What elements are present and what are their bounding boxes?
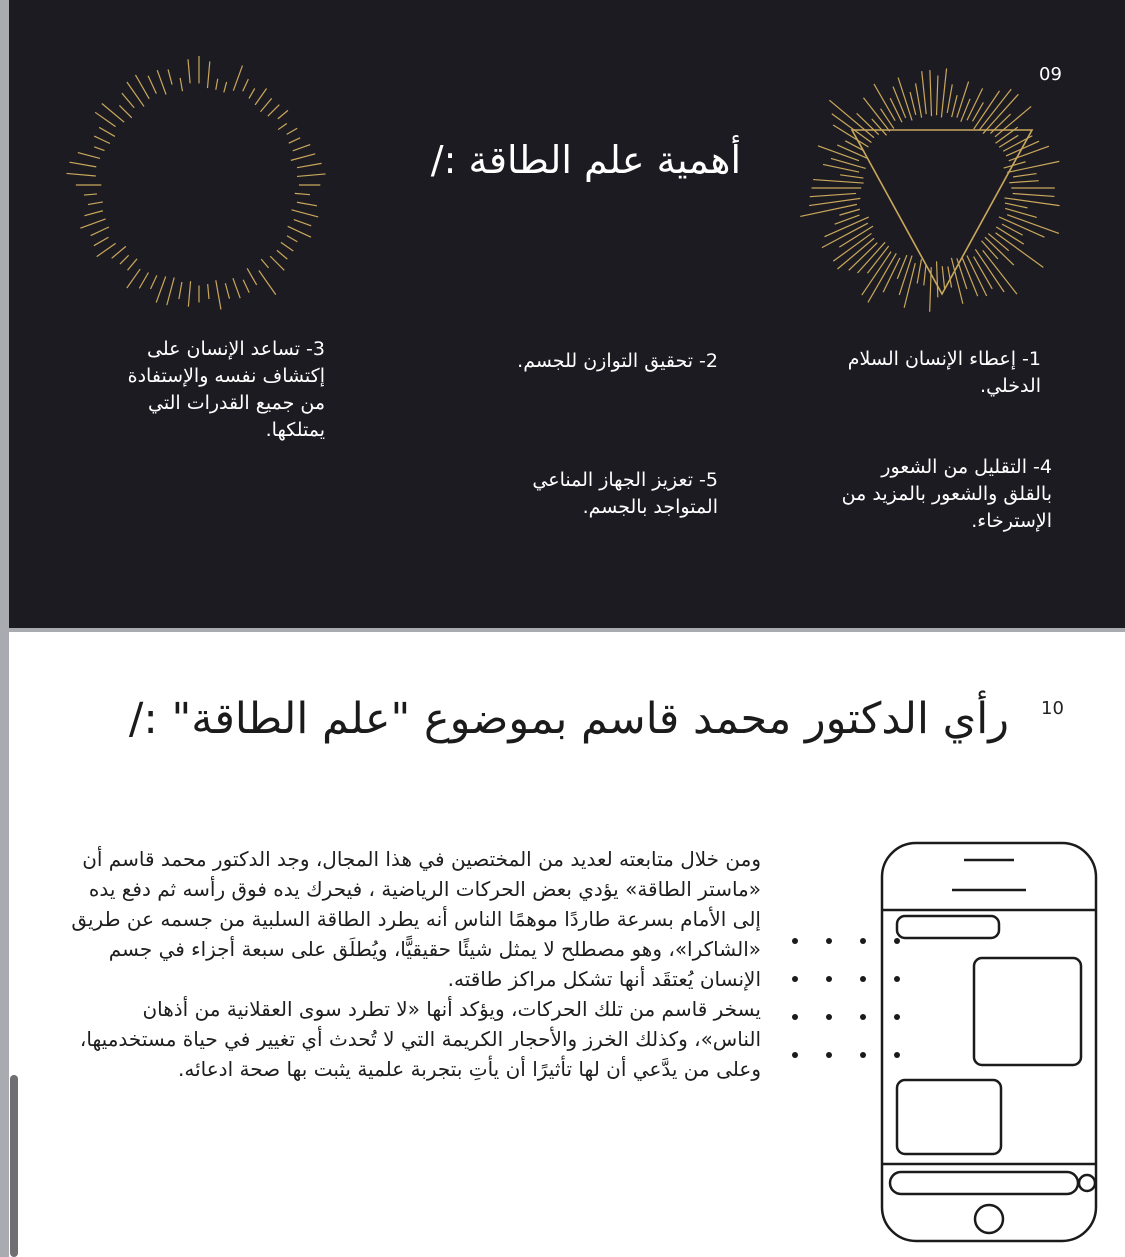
dot	[792, 1014, 798, 1020]
paragraph-1: ومن خلال متابعته لعديد من المختصين في هذا المجال، وجد الدكتور محمد قاسم أن «ماستر الطاقة» يؤدي بعض الحركات الرياضية ، فيحرك يده فوق رأسه ثم دفع يده إلى الأمام بسرعة طاردًا موهمًا الناس أنه يطرد الطاقة السلبية من جسمه عن طريق «الشاكرا»، وهو مصطلح لا يمثل شيئًا حقيقيًّا، ويُطلَق على سبعة أجزاء في جسم الإنسان يُعتقَد أنها تشكل مراكز طاقته.	[71, 847, 761, 991]
paragraph-2: يسخر قاسم من تلك الحركات، ويؤكد أنها «لا تطرد سوى العقلانية من أذهان الناس»، وكذلك الخرز والأحجار الكريمة التي لا تُحدث أي تغيير في حياة مستخدميها، وعلى من يدَّعي أن لها تأثيرًا أن يأتِ بتجربة علمية يثبت بها صحة ادعائه.	[79, 997, 761, 1081]
point-1: 1- إعطاء الإنسان السلام الدخلي.	[847, 348, 1041, 397]
dot	[792, 1052, 798, 1058]
slide-title: أهمية علم الطاقة :/	[430, 138, 741, 182]
dot	[826, 1014, 832, 1020]
dot	[792, 976, 798, 982]
phone-chat-illustration-icon	[879, 840, 1104, 1250]
page-number: 09	[1039, 64, 1062, 85]
point-4: 4- التقليل من الشعور بالقلق والشعور بالمزيد من الإسترخاء.	[841, 456, 1052, 532]
page-number: 10	[1041, 698, 1064, 719]
dot	[860, 1052, 866, 1058]
sunburst-triangle-icon	[804, 58, 1064, 318]
dot	[860, 1014, 866, 1020]
dot	[792, 938, 798, 944]
scrollbar[interactable]	[10, 1075, 18, 1257]
dot	[860, 938, 866, 944]
slide-title: رأي الدكتور محمد قاسم بموضوع "علم الطاقة" :/	[128, 694, 1009, 744]
slide-09	[9, 0, 1125, 628]
slide-10	[9, 632, 1125, 1257]
body-text	[71, 844, 761, 1084]
dot	[860, 976, 866, 982]
point-2: 2- تحقيق التوازن للجسم.	[517, 350, 718, 372]
dot	[826, 976, 832, 982]
sunburst-circle-icon	[69, 60, 329, 320]
point-5: 5- تعزيز الجهاز المناعي المتواجد بالجسم.	[532, 469, 718, 518]
dot	[826, 1052, 832, 1058]
dot	[826, 938, 832, 944]
point-3: 3- تساعد الإنسان على إكتشاف نفسه والإستفادة من جميع القدرات التي يمتلكها.	[127, 338, 325, 441]
